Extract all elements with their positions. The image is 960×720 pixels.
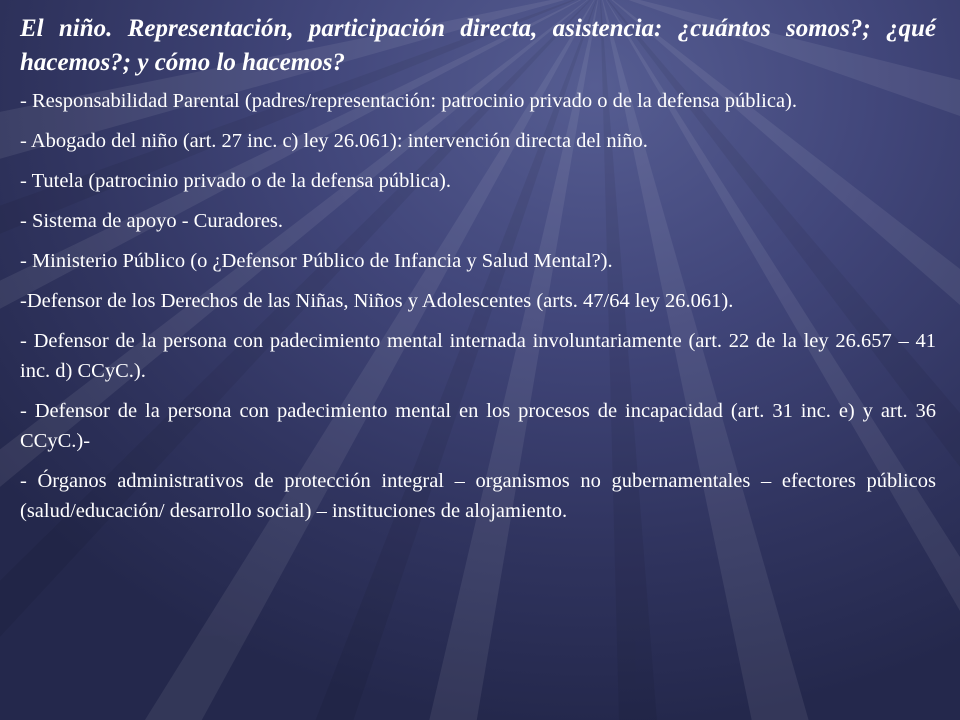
list-item: -Defensor de los Derechos de las Niñas, Niños y Adolescentes (arts. 47/64 ley 26.061). (20, 290, 734, 312)
list-item: - Órganos administrativos de protección integral – organismos no gubernamentales – efectores públicos (salud/educación/ desarrollo social) – instituciones de alojamiento. (20, 470, 936, 522)
slide-title: El niño. Representación, participación directa, asistencia: ¿cuántos somos?; ¿qué hacemos?; y cómo lo hacemos? (20, 15, 936, 76)
list-item: - Defensor de la persona con padecimiento mental internada involuntariamente (art. 22 de la ley 26.657 – 41 inc. d) CCyC.). (20, 330, 936, 382)
list-item: - Tutela (patrocinio privado o de la defensa pública). (20, 170, 451, 192)
list-item: - Ministerio Público (o ¿Defensor Público de Infancia y Salud Mental?). (20, 250, 613, 272)
list-item: - Defensor de la persona con padecimiento mental en los procesos de incapacidad (art. 31 inc. e) y art. 36 CCyC.)- (20, 400, 936, 452)
list-item: - Responsabilidad Parental (padres/representación: patrocinio privado o de la defensa pública). (20, 90, 798, 112)
bullet-list (20, 86, 936, 526)
list-item: - Sistema de apoyo - Curadores. (20, 210, 284, 232)
slide-content (20, 12, 936, 536)
list-item: - Abogado del niño (art. 27 inc. c) ley 26.061): intervención directa del niño. (20, 130, 648, 152)
